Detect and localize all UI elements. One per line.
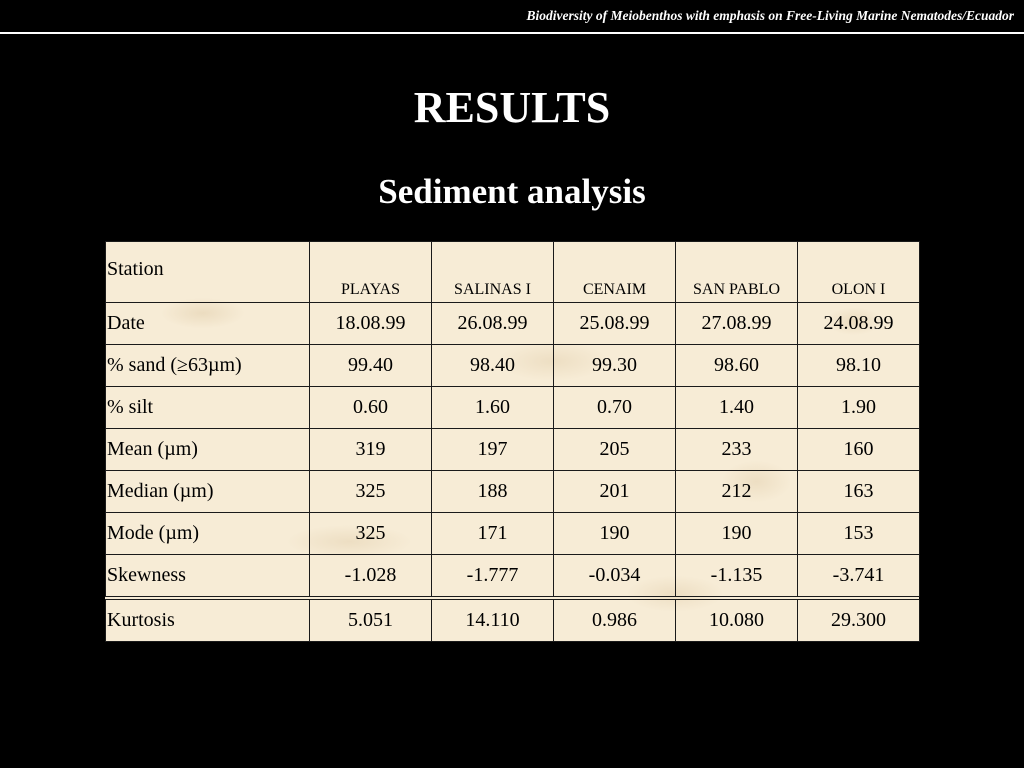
table-cell: 1.60 <box>432 387 554 429</box>
column-header-san-pablo: SAN PABLO <box>676 242 798 303</box>
table-cell: 27.08.99 <box>676 303 798 345</box>
table-cell: -1.135 <box>676 555 798 599</box>
table-cell: -3.741 <box>798 555 920 599</box>
row-label: % sand (≥63µm) <box>106 345 310 387</box>
row-label: Skewness <box>106 555 310 599</box>
table-header-row <box>106 242 920 303</box>
table-cell: -1.777 <box>432 555 554 599</box>
row-label: Date <box>106 303 310 345</box>
table-cell: 325 <box>310 471 432 513</box>
table-cell: 99.30 <box>554 345 676 387</box>
table-cell: 98.10 <box>798 345 920 387</box>
table-row-skewness <box>106 555 920 599</box>
table-row-median <box>106 471 920 513</box>
table-cell: 29.300 <box>798 598 920 642</box>
table-cell: 10.080 <box>676 598 798 642</box>
table-cell: 160 <box>798 429 920 471</box>
row-label: Median (µm) <box>106 471 310 513</box>
table-cell: 201 <box>554 471 676 513</box>
table-cell: 188 <box>432 471 554 513</box>
table-cell: 98.60 <box>676 345 798 387</box>
table-cell: 99.40 <box>310 345 432 387</box>
table-cell: 171 <box>432 513 554 555</box>
column-header-playas: PLAYAS <box>310 242 432 303</box>
table-cell: 319 <box>310 429 432 471</box>
table-cell: 5.051 <box>310 598 432 642</box>
table-cell: -0.034 <box>554 555 676 599</box>
table-row-silt <box>106 387 920 429</box>
sediment-table-container <box>105 241 919 642</box>
table-cell: 1.90 <box>798 387 920 429</box>
table-cell: -1.028 <box>310 555 432 599</box>
row-label: Mean (µm) <box>106 429 310 471</box>
table-cell: 24.08.99 <box>798 303 920 345</box>
column-header-salinas-i: SALINAS I <box>432 242 554 303</box>
table-cell: 190 <box>554 513 676 555</box>
table-cell: 0.60 <box>310 387 432 429</box>
table-cell: 190 <box>676 513 798 555</box>
slide-subtitle: Sediment analysis <box>378 172 646 211</box>
table-cell: 163 <box>798 471 920 513</box>
header-divider <box>0 32 1024 34</box>
table-cell: 98.40 <box>432 345 554 387</box>
table-row-mode <box>106 513 920 555</box>
table-row-mean <box>106 429 920 471</box>
table-cell: 153 <box>798 513 920 555</box>
table-row-kurtosis <box>106 598 920 642</box>
table-cell: 205 <box>554 429 676 471</box>
sediment-analysis-table <box>105 241 920 642</box>
running-header-title: Biodiversity of Meiobenthos with emphasis on Free-Living Marine Nematodes/Ecuador <box>526 8 1014 23</box>
column-header-station: Station <box>106 242 310 303</box>
table-cell: 18.08.99 <box>310 303 432 345</box>
table-row-date <box>106 303 920 345</box>
table-cell: 0.986 <box>554 598 676 642</box>
table-cell: 25.08.99 <box>554 303 676 345</box>
table-cell: 325 <box>310 513 432 555</box>
row-label: Mode (µm) <box>106 513 310 555</box>
table-row-sand <box>106 345 920 387</box>
table-cell: 197 <box>432 429 554 471</box>
row-label: Kurtosis <box>106 598 310 642</box>
table-cell: 233 <box>676 429 798 471</box>
table-cell: 1.40 <box>676 387 798 429</box>
column-header-cenaim: CENAIM <box>554 242 676 303</box>
table-cell: 14.110 <box>432 598 554 642</box>
table-cell: 26.08.99 <box>432 303 554 345</box>
row-label: % silt <box>106 387 310 429</box>
table-cell: 212 <box>676 471 798 513</box>
slide-title: RESULTS <box>413 83 611 132</box>
column-header-olon-i: OLON I <box>798 242 920 303</box>
table-cell: 0.70 <box>554 387 676 429</box>
